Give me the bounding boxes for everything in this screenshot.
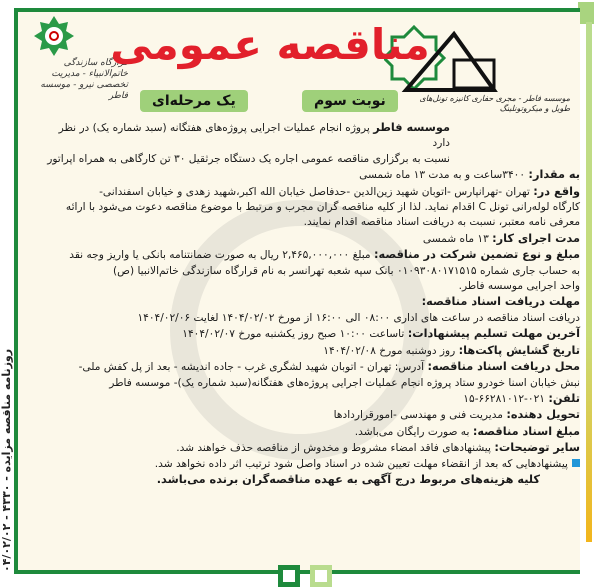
intro-text: پروژه انجام عملیات اجرایی پروژه‌های هفتگانه (سبد شماره یک) در نظر دارد <box>58 122 450 150</box>
tender-body <box>40 120 580 488</box>
side-gradient-bar <box>586 22 592 542</box>
hq-signature: قرارگاه سازندگی خاتم‌الانبیاء - مدیریت تخصصی نیرو - موسسه فاطر <box>40 58 128 101</box>
phone-label: تلفن: <box>548 391 580 405</box>
duration-text: ۱۳ ماه شمسی <box>422 232 489 245</box>
docs-deadline-label: مهلت دریافت اسناد مناقصه: <box>421 295 580 309</box>
round-badge: نوبت سوم <box>302 90 398 112</box>
location-line3: معرفی نامه معتبر، نسبت به دریافت اسناد مناقصه اقدام نمایند. <box>303 216 580 229</box>
deliver-text: مدیریت فنی و مهندسی -امورقراردادها <box>333 409 503 422</box>
place-line2: نبش خیابان اسنا خودرو ستاد پروژه انجام عملیات اجرایی پروژه‌های هفتگانه(سبد شماره یک)- موسسه فاطر <box>109 376 580 389</box>
deliver-label: تحویل دهنده: <box>506 408 580 422</box>
intro-line2: نسبت به برگزاری مناقصه عمومی اجاره یک دستگاه جرثقیل ۳۰ تن کارگاهی به همراه اپراتور <box>47 152 450 165</box>
corner-decoration <box>578 2 594 24</box>
price-text: به صورت رایگان می‌باشد. <box>354 425 470 438</box>
opening-text: روز دوشنبه مورخ ۱۴۰۴/۰۲/۰۸ <box>323 344 456 357</box>
submit-label: آخرین مهلت تسلیم پیشنهادات: <box>407 327 580 341</box>
newspaper-side-label: روزنامه مناقصه مزایده - ۴۳۳۰ - ۰۴/۰۲/۰۲ <box>0 348 13 572</box>
final-note: کلیه هزینه‌های مربوط درج آگهی به عهده مناقصه‌گران برنده می‌باشد. <box>156 472 540 486</box>
guarantee-line3: واحد اجرایی موسسه فاطر. <box>458 280 580 293</box>
footer-square-light <box>310 565 332 587</box>
page-title: مناقصه عمومی <box>110 20 430 69</box>
amount-label: به مقدار: <box>528 168 580 182</box>
intro-label: موسسه فاطر <box>373 121 450 134</box>
price-label: مبلغ اسناد مناقصه: <box>472 424 580 438</box>
guarantee-text: مبلغ ۲,۴۶۵,۰۰۰,۰۰۰ ریال به صورت ضمانتنامه بانکی یا واریز وجه نقد <box>69 249 371 262</box>
stage-badge: یک مرحله‌ای <box>140 90 248 112</box>
phone-text: ۰۲۱-۶۶۲۸۱۰۱۲-۱۵ <box>463 392 545 405</box>
emblem-icon <box>34 16 74 56</box>
location-line2: کارگاه لوله‌رانی تونل C اقدام نماید. لذا از کلیه مناقصه گران مجرب و مرتبط با موضوع مناقصه دعوت می‌شود با ارائه <box>65 201 580 214</box>
org-caption: موسسه فاطر - مجری حفاری کانیزه تونل‌های طویل و میکروتونلینگ <box>419 94 570 113</box>
bullet-square-icon <box>572 459 580 467</box>
location-label: واقع در: <box>533 184 580 198</box>
location-text: تهران -تهرانپارس -اتوبان شهید زین‌الدین -حدفاصل خیابان الله اکبر،شهید زهدی و خیابان اسفندانی- <box>99 185 530 198</box>
notes-line2: پیشنهادهایی که بعد از انقضاء مهلت تعیین شده در اسناد واصل شود ترتیب اثر داده نخواهد شد. <box>154 457 568 470</box>
place-text: آدرس: تهران - اتوبان شهید لشگری غرب - جاده اندیشه - بعد از پل کفش ملی- <box>78 361 425 374</box>
submit-text: تاساعت ۱۰:۰۰ صبح روز یکشنبه مورخ ۱۴۰۴/۰۲/۰۷ <box>182 328 405 341</box>
notes-label: سایر توضیحات: <box>494 441 580 455</box>
guarantee-line2: به حساب جاری شماره ۰۱۰۹۳۰۸۰۱۷۱۵۱۵ بانک سپه شعبه تهرانسر به نام قرارگاه سازندگی خاتم‌الانبیا (ص) <box>113 264 580 277</box>
guarantee-label: مبلغ و نوع تضمین شرکت در مناقصه: <box>373 248 580 262</box>
place-label: محل دریافت اسناد مناقصه: <box>427 360 580 374</box>
footer-square-dark <box>278 565 300 587</box>
notes-text: پیشنهادهای فاقد امضاء مشروط و مخدوش از مناقصه حذف خواهند شد. <box>176 442 491 455</box>
amount-text: ۳۴۰۰ساعت و به مدت ۱۳ ماه شمسی <box>359 169 526 182</box>
opening-label: تاریخ گشایش پاکت‌ها: <box>458 343 580 357</box>
duration-label: مدت اجرای کار: <box>492 231 580 245</box>
docs-deadline-text: دریافت اسناد مناقصه در ساعت های اداری ۰۸:۰۰ الی ۱۶:۰۰ از مورخ ۱۴۰۴/۰۲/۰۲ لغایت ۱۴۰۴/۰۲/۰۶ <box>137 311 580 324</box>
